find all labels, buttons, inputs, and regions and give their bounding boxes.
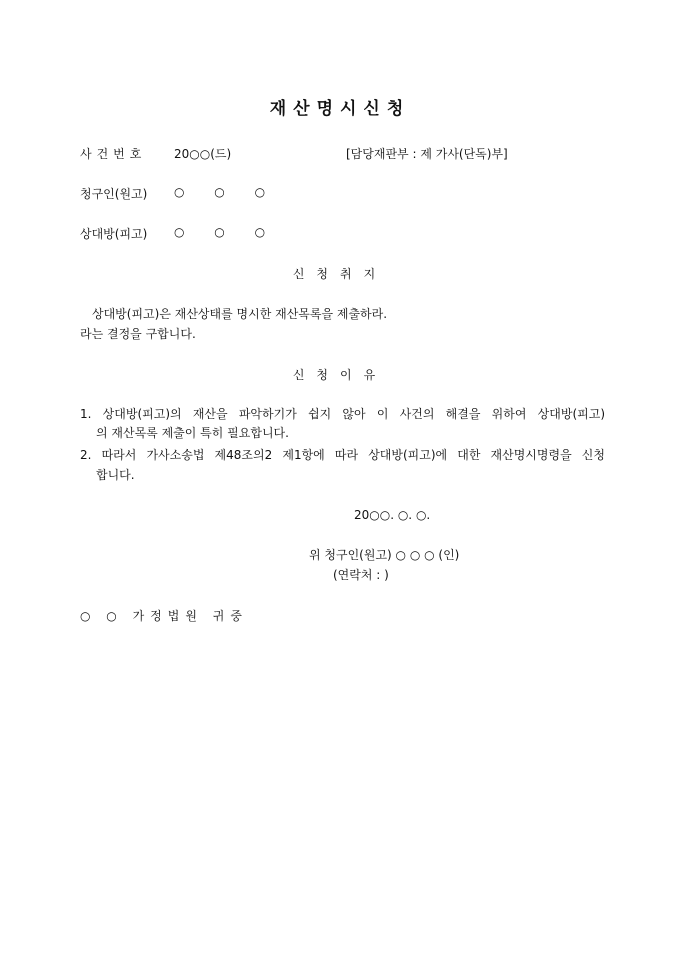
purpose-line-1: 상대방(피고)은 재산상태를 명시한 재산목록을 제출하라. [92,307,388,321]
reason-1-line-1: 1. 상대방(피고)의 재산을 파악하기가 쉽지 않아 이 사건의 해결을 위하여 상대방(피고) [80,407,605,421]
contact-line: (연락처 : ) [333,568,389,582]
judge-division: [담당재판부 : 제 가사(단독)부] [346,147,508,161]
defendant-name: ○ ○ ○ [174,225,279,239]
case-number-value: 20○○(드) [174,147,232,161]
plaintiff-name: ○ ○ ○ [174,185,279,199]
defendant-label: 상대방(피고) [80,227,148,241]
reason-2-line-1: 2. 따라서 가사소송법 제48조의2 제1항에 따라 상대방(피고)에 대한 재산명시명령을 신청 [80,448,605,462]
plaintiff-label: 청구인(원고) [80,187,148,201]
signer-line: 위 청구인(원고) ○ ○ ○ (인) [309,548,460,562]
purpose-line-2: 라는 결정을 구합니다. [80,327,196,341]
case-number-label: 사건번호 [80,147,147,161]
reason-1-line-2: 의 재산목록 제출이 특히 필요합니다. [96,426,289,440]
document-title: 재산명시신청 [269,99,411,119]
reason-heading: 신청이유 [292,368,388,382]
purpose-heading: 신청취지 [292,267,388,281]
filing-date: 20○○. ○. ○. [354,508,431,522]
court-addressee: ○ ○ 가정법원 귀중 [80,609,248,623]
reason-2-line-2: 합니다. [96,468,135,482]
